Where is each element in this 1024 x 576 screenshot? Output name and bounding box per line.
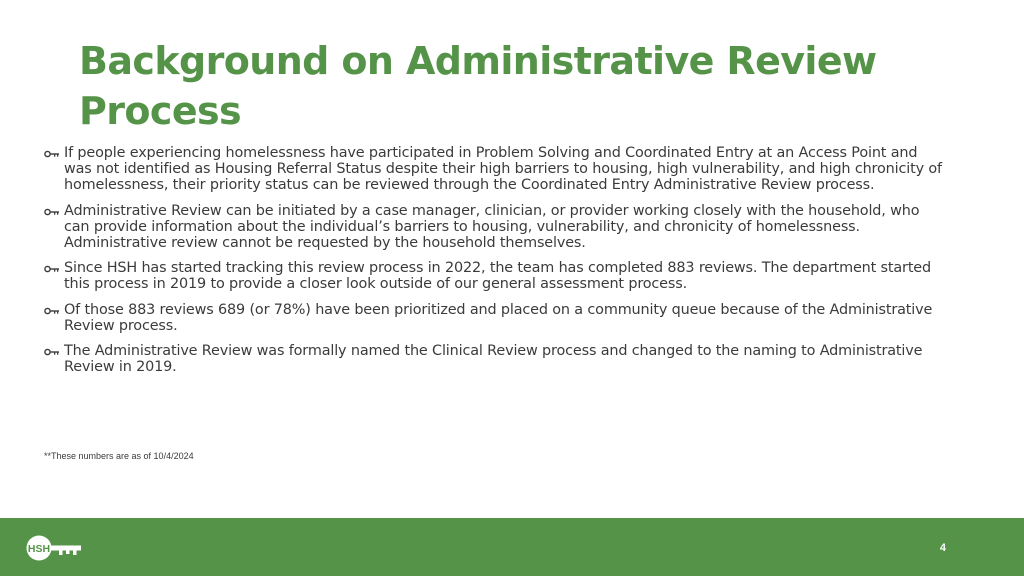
bullet-text: Of those 883 reviews 689 (or 78%) have been prioritized and placed on a community queue because of the Administrative Review process. xyxy=(64,301,933,334)
key-icon xyxy=(44,150,60,158)
bullet-text: If people experiencing homelessness have participated in Problem Solving and Coordinated Entry at an Access Point and was not identified as Housing Referral Status despite their high barriers to housing, high vulnerability, and high chronicity of homelessness, their priority status can be reviewed through the Coordinated Entry Administrative Review process. xyxy=(64,145,942,194)
bullet-text: The Administrative Review was formally named the Clinical Review process and changed to the naming to Administrative Review in 2019. xyxy=(64,343,923,376)
bullet-text: Administrative Review can be initiated by a case manager, clinician, or provider working closely with the household, who can provide information about the individual’s barriers to housing, vulnerability, and chronicity of homelessness. Administrative review cannot be requested by the household themselves. xyxy=(64,202,920,252)
bullet-item xyxy=(44,343,944,375)
bullet-item xyxy=(44,145,944,194)
footer-bar xyxy=(0,518,1024,576)
slide-title: Background on Administrative Review Process xyxy=(79,39,877,133)
key-icon xyxy=(44,208,60,216)
bullet-item xyxy=(44,260,944,292)
footnote: **These numbers are as of 10/4/2024 xyxy=(44,451,194,461)
bullet-list xyxy=(44,145,944,384)
key-icon xyxy=(44,265,60,273)
bullet-item xyxy=(44,302,944,334)
key-icon xyxy=(44,348,60,356)
hsh-logo xyxy=(25,533,85,563)
logo-text: HSH xyxy=(27,543,51,555)
bullet-item xyxy=(44,203,944,252)
page-number: 4 xyxy=(939,542,946,554)
bullet-text: Since HSH has started tracking this review process in 2022, the team has completed 883 reviews. The department started this process in 2019 to provide a closer look outside of our general assessment process. xyxy=(64,260,931,293)
key-icon xyxy=(44,307,60,315)
